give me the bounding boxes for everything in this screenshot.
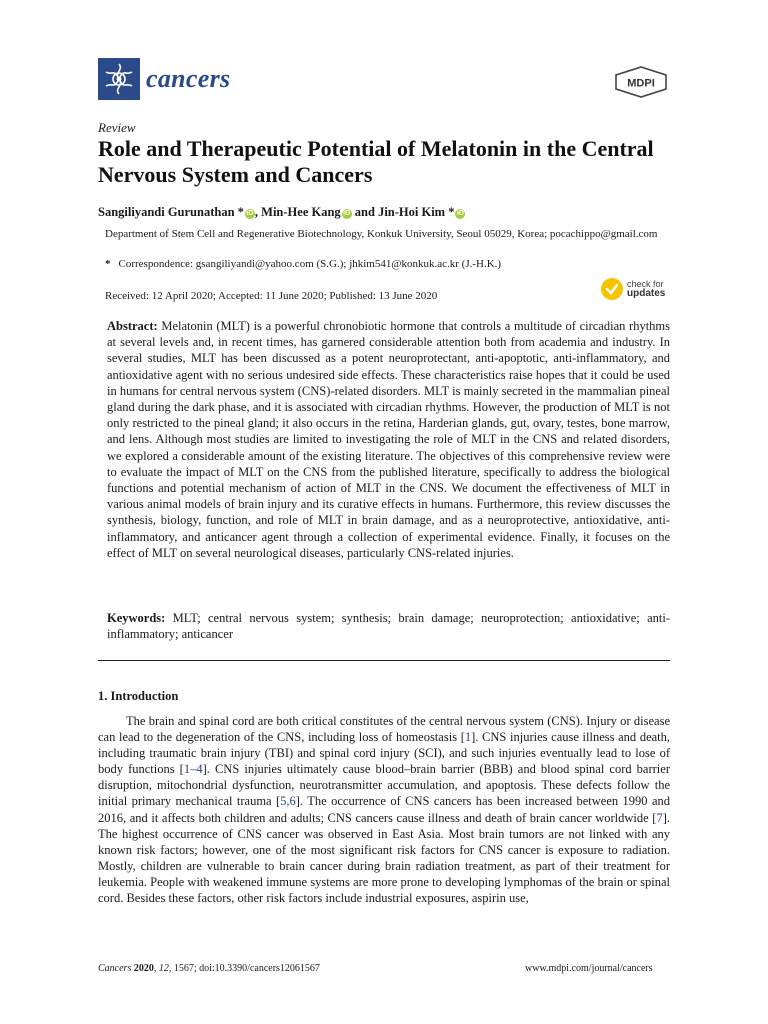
orcid-icon[interactable]: iD xyxy=(456,210,464,217)
check-updates-line1: check for xyxy=(627,279,664,289)
check-for-updates-badge[interactable] xyxy=(601,278,665,300)
citation-link[interactable]: 7 xyxy=(656,810,663,825)
mdpi-logo-text: MDPI xyxy=(627,77,655,90)
body-text: ]. CNS injuries ultimately cause blood–brain barrier (BBB) and blood spinal cord barrier disruption, mitochondrial dysfunction, neurotransmitter accumulation, and apoptosis. These defects follow the initial primary mechanical trauma [ xyxy=(98,762,670,809)
correspondence xyxy=(105,258,501,270)
keywords-label: Keywords: xyxy=(107,611,166,625)
journal-logo[interactable] xyxy=(98,58,230,100)
introduction-paragraph xyxy=(98,713,670,906)
footer-year: 2020 xyxy=(133,963,154,974)
author-separator: , xyxy=(254,205,259,219)
journal-name: cancers xyxy=(146,64,231,93)
body-text: ]. CNS injuries cause illness and death, including traumatic brain injury (TBI) and spinal cord injury (SCI), and such injuries eventually lead to lose of body functions [ xyxy=(98,730,671,777)
author-list xyxy=(98,205,465,220)
correspondence-text: Correspondence: gsangiliyandi@yahoo.com (S.G.); jhkim541@konkuk.ac.kr (J.-H.K.) xyxy=(118,258,502,270)
footer-volume: 12 xyxy=(158,963,169,974)
body-text: The brain and spinal cord are both critical constitutes of the central nervous system (CNS). Injury or disease can lead to the degeneration of the CNS, including loss of homeostasis [ xyxy=(98,714,670,745)
check-updates-line2: updates xyxy=(627,288,666,299)
citation-link[interactable]: 1 xyxy=(464,730,472,745)
citation-link[interactable]: 1–4 xyxy=(183,762,203,777)
orcid-icon[interactable]: iD xyxy=(246,210,254,217)
check-updates-icon xyxy=(601,278,623,300)
author-separator: and xyxy=(354,205,375,219)
citation-link[interactable]: 5,6 xyxy=(280,794,296,809)
publication-dates: Received: 12 April 2020; Accepted: 11 June 2020; Published: 13 June 2020 xyxy=(105,290,438,302)
keywords xyxy=(107,610,670,642)
mdpi-logo-icon[interactable] xyxy=(614,66,668,98)
corresponding-mark: * xyxy=(237,205,244,219)
journal-url-link[interactable]: www.mdpi.com/journal/cancers xyxy=(525,963,653,974)
author-name[interactable]: Sangiliyandi Gurunathan xyxy=(98,205,235,219)
body-text: ]. The highest occurrence of CNS cancer was observed in East Asia. Most brain tumors are not linked with any known risk factors; however, one of the most significant risk factors for CNS cancer is exposure to radiation. Mostly, children are vulnerable to brain cancer during brain radiation treatment, as part of their treatment for leukemia. People with weakened immune systems are more prone to developing lymphomas of the brain or spinal cord. Besides these factors, other risk factors include industrial exposures, aspirin use, xyxy=(98,810,670,906)
affiliation: Department of Stem Cell and Regenerative Biotechnology, Konkuk University, Seoul 05029, Korea; pocachippo@gmail.com xyxy=(105,228,658,240)
correspondence-marker: * xyxy=(105,258,111,270)
author-name[interactable]: Jin-Hoi Kim xyxy=(378,205,446,219)
article-title: Role and Therapeutic Potential of Melatonin in the Central Nervous System and Cancers xyxy=(98,136,654,187)
section-divider xyxy=(98,660,670,661)
citation-footer: Cancers 2020, 12, 1567; doi:10.3390/cancers12061567 xyxy=(98,963,320,974)
orcid-icon[interactable]: iD xyxy=(343,210,351,217)
abstract-label: Abstract: xyxy=(107,319,158,333)
author-name[interactable]: Min-Hee Kang xyxy=(261,205,341,219)
corresponding-mark: * xyxy=(448,205,455,219)
footer-doi: , 1567; doi:10.3390/cancers12061567 xyxy=(168,963,320,974)
cancers-journal-icon xyxy=(98,58,140,100)
article-type: Review xyxy=(98,120,136,135)
keywords-text: MLT; central nervous system; synthesis; brain damage; neuroprotection; antioxidative; anti-inflammatory; anticancer xyxy=(107,611,670,642)
section-heading-introduction: 1. Introduction xyxy=(98,689,179,703)
footer-journal: Cancers xyxy=(98,963,132,974)
abstract xyxy=(107,318,670,561)
abstract-text: Melatonin (MLT) is a powerful chronobiotic hormone that controls a multitude of circadian rhythms at several levels and, in recent times, has garnered considerable attention both from academia and industry. In several studies, MLT has been discussed as a potent neuroprotectant, anti-apoptotic, anti-inflammatory, and antioxidative agent with no serious undesired side effects. These characteristics raise hopes that it could be used in humans for central nervous system (CNS)-related disorders. MLT is mainly secreted in the mammalian pineal gland during the dark phase, and it is associated with circadian rhythms. However, the production of MLT is not only restricted to the pineal gland; it also occurs in the retina, Harderian glands, gut, ovary, testes, bone marrow, and lens. Although most studies are limited to investigating the role of MLT in the CNS and related disorders, we explored a considerable amount of the existing literature. The objectives of this comprehensive review were to evaluate the impact of MLT on the CNS from the published literature, specifically to address the biological functions and potential mechanism of action of MLT in the CNS. We document the effectiveness of MLT in various animal models of brain injury and its curative effects in humans. Furthermore, this review discusses the synthesis, biology, function, and role of MLT in brain damage, and as a neuroprotective, antioxidative, anti-inflammatory, and anticancer agent through a collection of experimental evidence. Finally, it focuses on the effect of MLT on several neurological diseases, particularly CNS-related injuries. xyxy=(107,319,670,560)
body-text: ]. The occurrence of CNS cancers has been increased between 1990 and 2016, and it affects both children and adults; CNS cancers cause illness and death of brain cancer worldwide [ xyxy=(98,794,670,825)
